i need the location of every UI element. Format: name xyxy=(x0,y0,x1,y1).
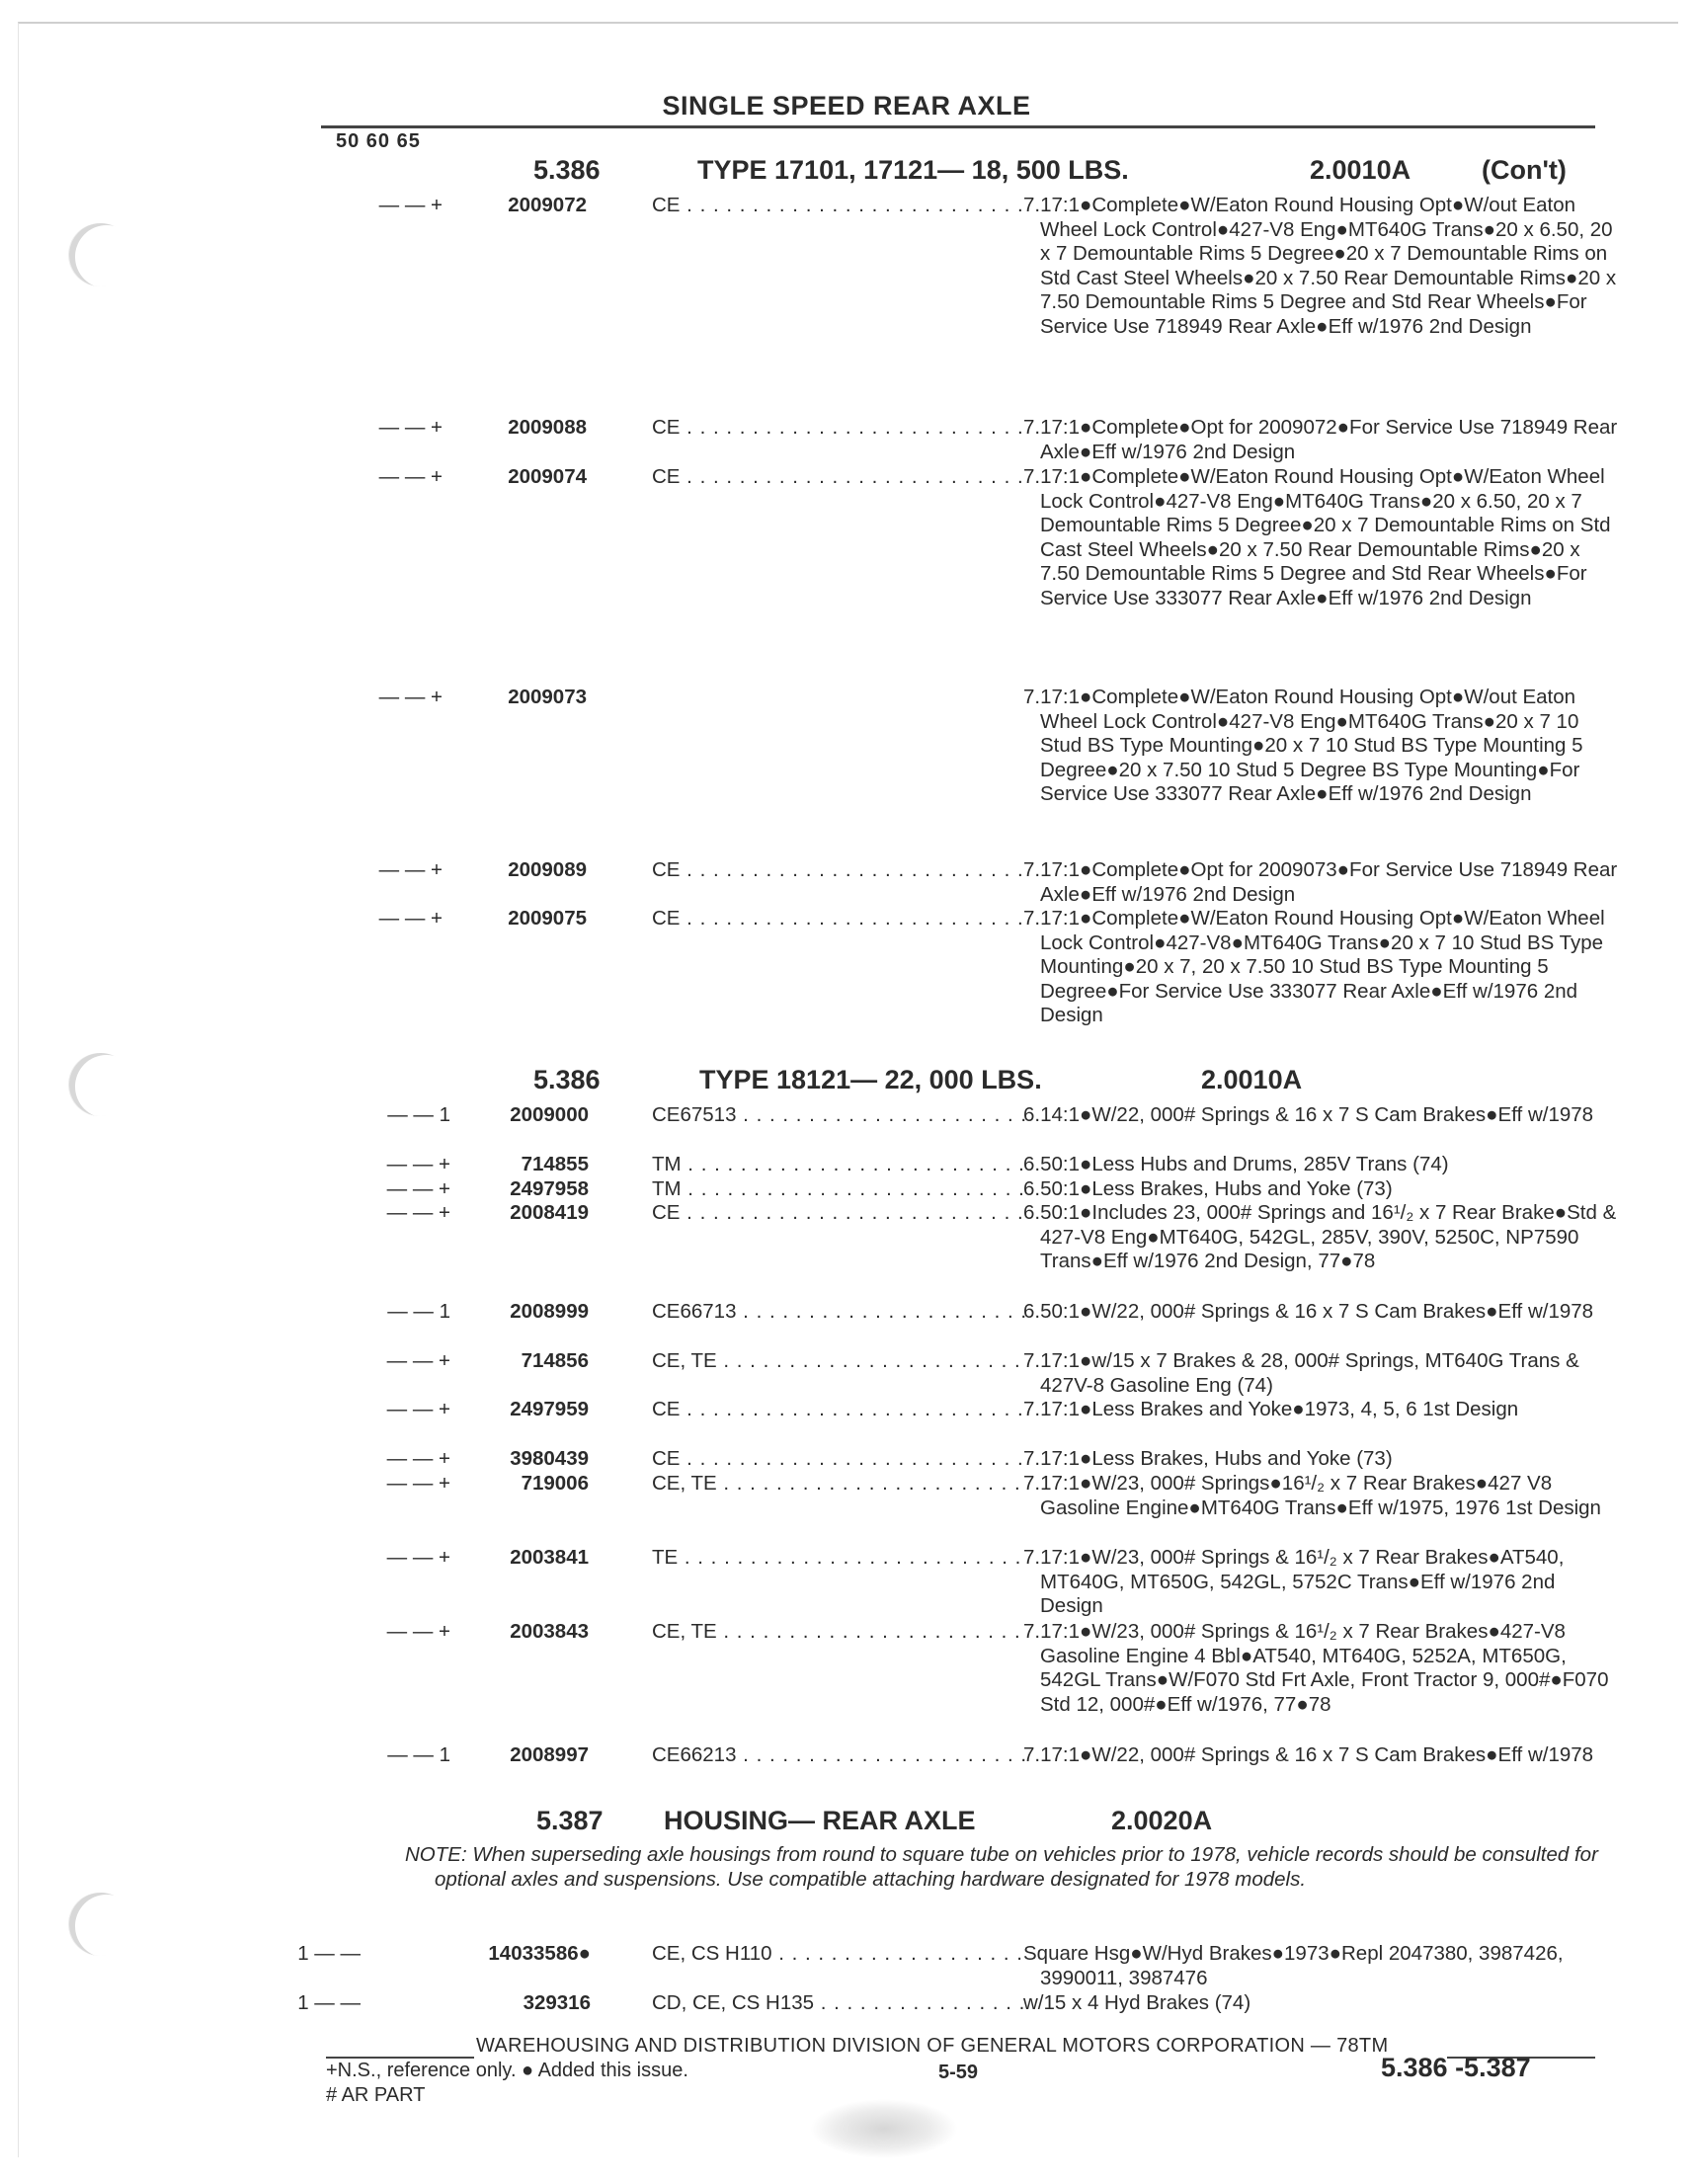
applicability: CE . . . xyxy=(652,416,1027,441)
year-marks: 1 — — xyxy=(297,1942,361,1965)
part-number: 2009000 xyxy=(510,1103,589,1126)
part-number: 2497958 xyxy=(510,1177,589,1200)
year-marks: — — + xyxy=(378,686,443,708)
part-number: 2009075 xyxy=(508,907,587,930)
part-number: 2009088 xyxy=(508,416,587,439)
part-number: 2009089 xyxy=(508,858,587,881)
applicability: CD, CE, CS H135 . . . xyxy=(652,1991,1027,2016)
year-marks: — — + xyxy=(386,1472,450,1495)
description: 7.17:1●W/23, 000# Springs & 16¹/₂ x 7 Rear Brakes●AT540, MT640G, MT650G, 542GL, 5752C Trans●Eff w/1976 2nd Design xyxy=(1023,1546,1565,1618)
note: NOTE: When superseding axle housings from round to square tube on vehicles prior to 1978, vehicle records should be consulted for optional axles and suspensions. Use compatible attaching hardware designated for 1978 models. xyxy=(405,1843,1598,1891)
applicability: CE . . . xyxy=(652,1201,1027,1226)
description: 7.17:1●W/23, 000# Springs●16¹/₂ x 7 Rear Brakes●427 V8 Gasoline Engine●MT640G Trans●Eff w/1975, 1976 1st Design xyxy=(1023,1472,1601,1519)
year-marks: — — + xyxy=(378,858,443,881)
section-title: HOUSING— REAR AXLE xyxy=(664,1806,976,1835)
description: 7.17:1●Complete●Opt for 2009072●For Service Use 718949 Rear Axle●Eff w/1976 2nd Design xyxy=(1023,416,1618,463)
description: 7.17:1●Less Brakes, Hubs and Yoke (73) xyxy=(1023,1447,1393,1470)
part-number: 714855 xyxy=(521,1153,589,1175)
page-title: SINGLE SPEED REAR AXLE xyxy=(662,91,1031,121)
part-number: 2008997 xyxy=(510,1743,589,1766)
section-code: 2.0010A xyxy=(1310,155,1411,185)
applicability: TM . . . xyxy=(652,1153,1027,1177)
applicability: TM . . . xyxy=(652,1177,1027,1202)
scan-smudge xyxy=(810,2099,958,2158)
part-number: 2497959 xyxy=(510,1398,589,1420)
year-marks: — — + xyxy=(386,1177,450,1200)
year-marks: — — 1 xyxy=(387,1300,450,1323)
year-marks: — — + xyxy=(378,194,443,216)
part-number: 714856 xyxy=(521,1349,589,1372)
description: w/15 x 4 Hyd Brakes (74) xyxy=(1023,1991,1251,2014)
model-years: 50 60 65 xyxy=(336,130,421,152)
binder-hole-bottom xyxy=(69,1893,132,1956)
year-marks: — — + xyxy=(386,1447,450,1470)
footer-legend-ar: # AR PART xyxy=(326,2084,426,2106)
description: 7.17:1●Complete●W/Eaton Round Housing Opt●W/Eaton Wheel Lock Control●427-V8 Eng●MT640G Trans●20 x 6.50, 20 x 7 Demountable Rims 5 Degree●20 x 7 Demountable Rims on Std Cast Steel Wheels●20 x 7.50 Rear Demountable Rims●20 x 7.50 Demountable Rims 5 Degree and Std Rear Wheels●For Service Use 333077 Rear Axle●Eff w/1976 2nd Design xyxy=(1023,465,1611,609)
applicability: CE . . . xyxy=(652,1398,1027,1422)
year-marks: — — + xyxy=(386,1546,450,1569)
part-number: 14033586● xyxy=(488,1942,591,1965)
description: 7.17:1●Complete●W/Eaton Round Housing Opt●W/Eaton Wheel Lock Control●427-V8●MT640G Trans●20 x 7 10 Stud BS Type Mounting●20 x 7, 20 x 7.50 10 Stud BS Type Mounting 5 Degree●For Service Use 333077 Rear Axle●Eff w/1976 2nd Design xyxy=(1023,907,1605,1027)
year-marks: — — + xyxy=(378,416,443,439)
binder-hole-top xyxy=(69,223,132,286)
page-number: 5-59 xyxy=(938,2062,979,2083)
year-marks: — — + xyxy=(386,1201,450,1224)
description: 7.17:1●Less Brakes and Yoke●1973, 4, 5, 6 1st Design xyxy=(1023,1398,1519,1420)
footer-legend: +N.S., reference only. ● Added this issue. xyxy=(326,2060,688,2081)
applicability: CE66213 . . . xyxy=(652,1743,1027,1768)
year-marks: — — + xyxy=(378,465,443,488)
section-number: 5.386 xyxy=(533,1065,601,1094)
description: 7.17:1●Complete●Opt for 2009073●For Service Use 718949 Rear Axle●Eff w/1976 2nd Design xyxy=(1023,858,1618,906)
description: 7.17:1●W/23, 000# Springs & 16¹/₂ x 7 Rear Brakes●427-V8 Gasoline Engine 4 Bbl●AT540, MT640G, 5252A, MT650G, 542GL Trans●W/F070 Std Frt Axle, Front Tractor 9, 000#●F070 Std 12, 000#●Eff w/1976, 77●78 xyxy=(1023,1620,1609,1716)
year-marks: — — + xyxy=(386,1153,450,1175)
year-marks: — — + xyxy=(386,1398,450,1420)
year-marks: — — + xyxy=(386,1349,450,1372)
applicability: CE, TE . . . xyxy=(652,1620,1027,1645)
section-title: TYPE 17101, 17121— 18, 500 LBS. xyxy=(697,155,1129,185)
applicability: CE . . . xyxy=(652,858,1027,883)
part-number: 2003843 xyxy=(510,1620,589,1643)
applicability: TE . . . xyxy=(652,1546,1027,1571)
part-number: 329316 xyxy=(523,1991,591,2014)
part-number: 2008419 xyxy=(510,1201,589,1224)
part-number: 719006 xyxy=(521,1472,589,1495)
description: 6.50:1●W/22, 000# Springs & 16 x 7 S Cam Brakes●Eff w/1978 xyxy=(1023,1300,1594,1323)
year-marks: — — 1 xyxy=(387,1743,450,1766)
applicability: CE . . . xyxy=(652,194,1027,218)
applicability: CE . . . xyxy=(652,907,1027,931)
section-code: 2.0020A xyxy=(1111,1806,1213,1835)
part-number: 2003841 xyxy=(510,1546,589,1569)
binder-hole-middle xyxy=(69,1053,132,1116)
description: 6.14:1●W/22, 000# Springs & 16 x 7 S Cam Brakes●Eff w/1978 xyxy=(1023,1103,1594,1126)
description: 7.17:1●W/22, 000# Springs & 16 x 7 S Cam Brakes●Eff w/1978 xyxy=(1023,1743,1594,1766)
applicability: CE66713 . . . xyxy=(652,1300,1027,1325)
applicability: CE67513 . . . xyxy=(652,1103,1027,1128)
applicability: CE, TE . . . xyxy=(652,1472,1027,1496)
description: 7.17:1●Complete●W/Eaton Round Housing Opt●W/out Eaton Wheel Lock Control●427-V8 Eng●MT640G Trans●20 x 7 10 Stud BS Type Mounting●20 x 7 10 Stud BS Type Mounting 5 Degree●20 x 7.50 10 Stud 5 Degree BS Type Mounting●For Service Use 333077 Rear Axle●Eff w/1976 2nd Design xyxy=(1023,686,1583,806)
description: Square Hsg●W/Hyd Brakes●1973●Repl 2047380, 3987426, 3990011, 3987476 xyxy=(1023,1942,1564,1989)
applicability: CE, CS H110 . . . xyxy=(652,1942,1027,1967)
year-marks: — — 1 xyxy=(387,1103,450,1126)
section-number: 5.387 xyxy=(536,1806,604,1835)
description: 6.50:1●Less Brakes, Hubs and Yoke (73) xyxy=(1023,1177,1393,1200)
footer-division: WAREHOUSING AND DISTRIBUTION DIVISION OF GENERAL MOTORS CORPORATION — 78TM xyxy=(476,2035,1389,2057)
applicability: CE . . . xyxy=(652,465,1027,490)
footer-rule-left xyxy=(326,2057,474,2059)
section-code: 2.0010A xyxy=(1201,1065,1303,1094)
part-number: 3980439 xyxy=(510,1447,589,1470)
part-number: 2009073 xyxy=(508,686,587,708)
section-title: TYPE 18121— 22, 000 LBS. xyxy=(699,1065,1042,1094)
description: 7.17:1●Complete●W/Eaton Round Housing Opt●W/out Eaton Wheel Lock Control●427-V8 Eng●MT640G Trans●20 x 6.50, 20 x 7 Demountable Rims 5 Degree●20 x 7 Demountable Rims on Std Cast Steel Wheels●20 x 7.50 Rear Demountable Rims●20 x 7.50 Demountable Rims 5 Degree and Std Rear Wheels●For Service Use 718949 Rear Axle●Eff w/1976 2nd Design xyxy=(1023,194,1617,338)
section-suffix: (Con't) xyxy=(1482,155,1567,185)
part-number: 2008999 xyxy=(510,1300,589,1323)
title-rule xyxy=(321,125,1595,128)
section-range: 5.386 -5.387 xyxy=(1381,2053,1531,2082)
part-number: 2009072 xyxy=(508,194,587,216)
section-number: 5.386 xyxy=(533,155,601,185)
description: 6.50:1●Less Hubs and Drums, 285V Trans (74) xyxy=(1023,1153,1449,1175)
year-marks: — — + xyxy=(386,1620,450,1643)
applicability: CE . . . xyxy=(652,1447,1027,1472)
description: 7.17:1●w/15 x 7 Brakes & 28, 000# Springs, MT640G Trans & 427V-8 Gasoline Eng (74) xyxy=(1023,1349,1579,1397)
applicability: CE, TE . . . xyxy=(652,1349,1027,1374)
year-marks: 1 — — xyxy=(297,1991,361,2014)
description: 6.50:1●Includes 23, 000# Springs and 16¹/₂ x 7 Rear Brake●Std & 427-V8 Eng●MT640G, 542GL, 285V, 390V, 5250C, NP7590 Trans●Eff w/1976 2nd Design, 77●78 xyxy=(1023,1201,1617,1273)
part-number: 2009074 xyxy=(508,465,587,488)
year-marks: — — + xyxy=(378,907,443,930)
